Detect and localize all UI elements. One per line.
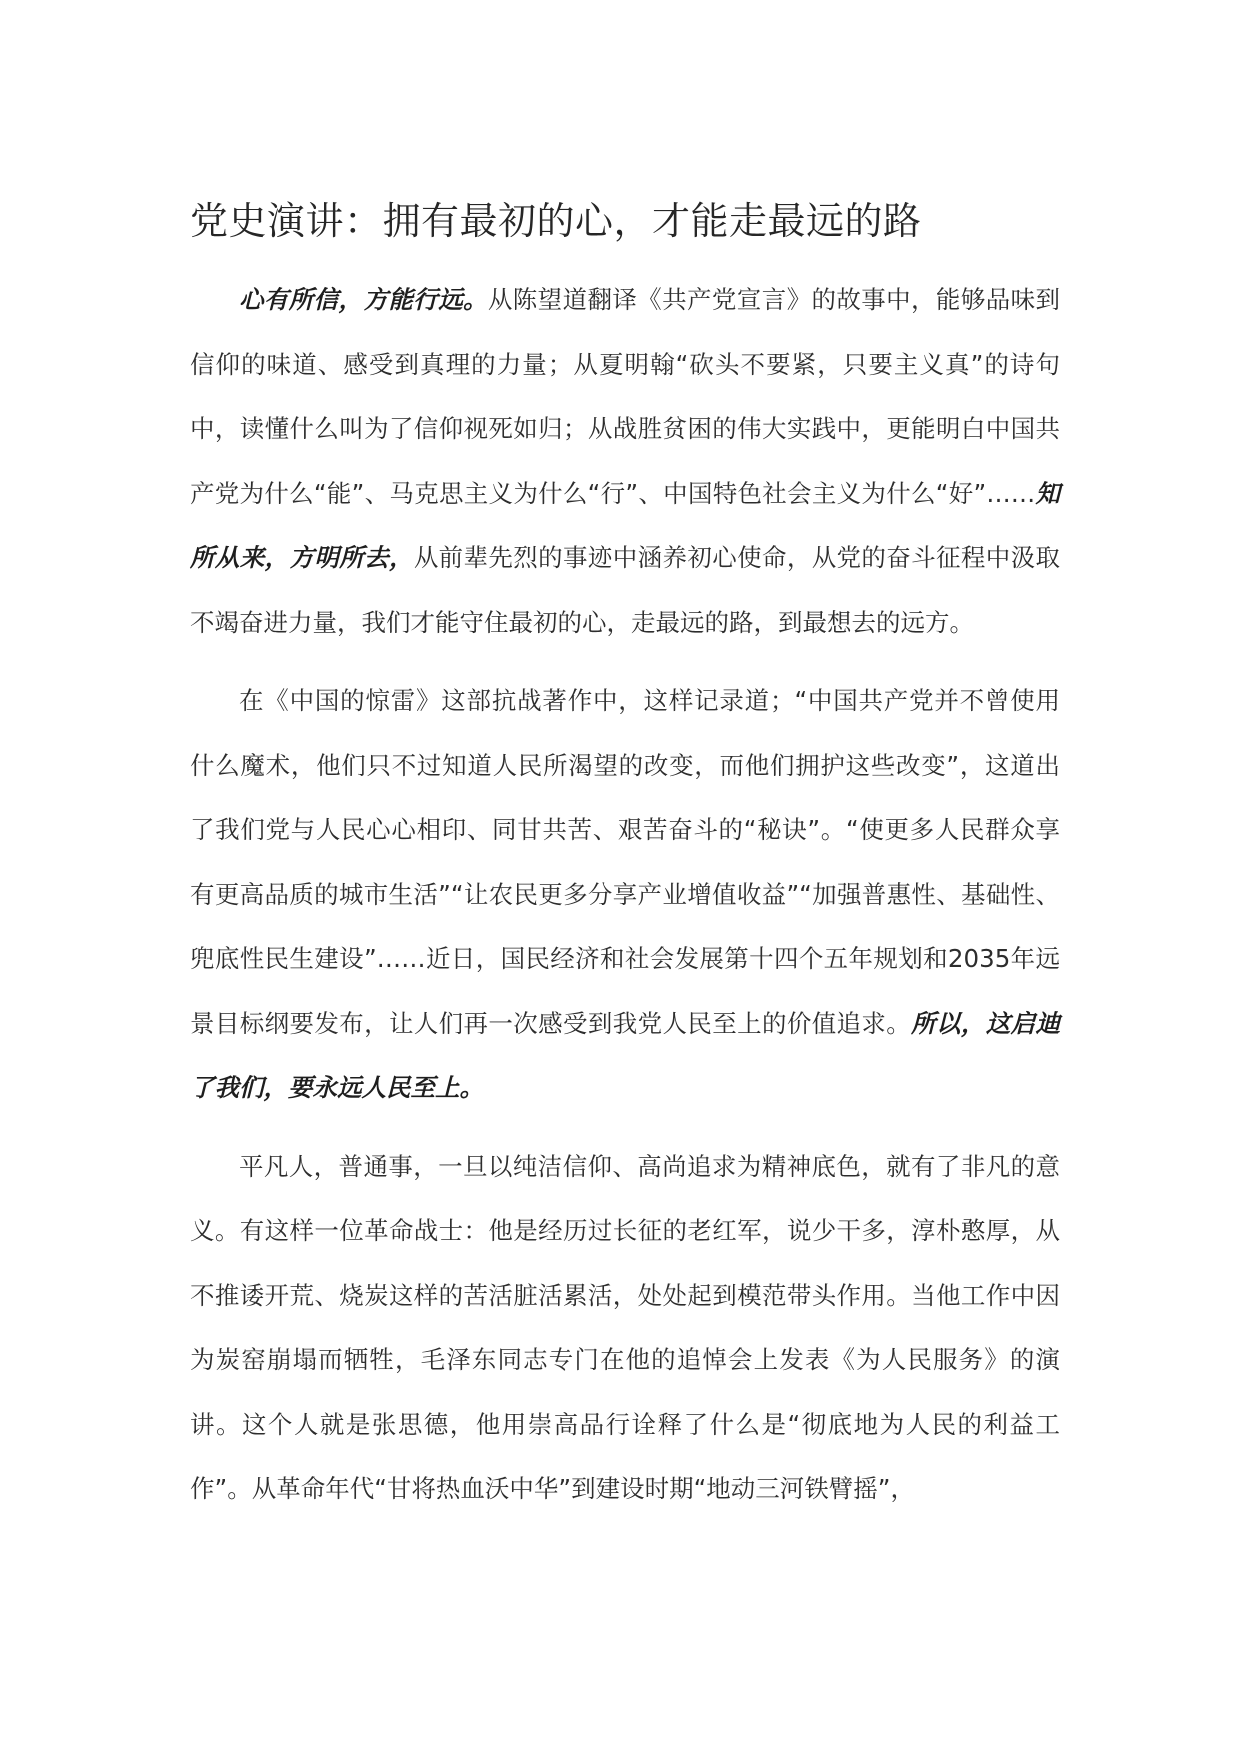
body-text: 从前辈先烈的事迹中涵养初心使命，从党的奋斗征程中汲取不竭奋进力量，我们才能守住最初的心，走最远的路，到最想去的远方。 [190, 543, 1061, 637]
body-text: 平凡人，普通事，一旦以纯洁信仰、高尚追求为精神底色，就有了非凡的意义。有这样一位革命战士：他是经历过长征的老红军，说少干多，淳朴憨厚，从不推诿开荒、烧炭这样的苦活脏活累活，处处起到模范带头作用。当他工作中因为炭窑崩塌而牺牲，毛泽东同志专门在他的追悼会上发表《为人民服务》的演讲。这个人就是张思德，他用崇高品行诠释了什么是“彻底地为人民的利益工作”。从革命年代“甘将热血沃中华”到建设时期“地动三河铁臂摇”， [190, 1151, 1060, 1503]
paragraph-1 [190, 268, 1060, 655]
body-text: 从陈望道翻译《共产党宣言》的故事中，能够品味到信仰的味道、感受到真理的力量；从夏明翰“砍头不要紧，只要主义真”的诗句中，读懂什么叫为了信仰视死如归；从战胜贫困的伟大实践中，更能明白中国共产党为什么“能”、马克思主义为什么“行”、中国特色社会主义为什么“好”…… [190, 285, 1060, 508]
document-title: 党史演讲：拥有最初的心，才能走最远的路 [190, 199, 922, 243]
paragraph-3 [190, 1135, 1060, 1522]
emphasis-text: 知所从来，方明所去， [190, 478, 1060, 572]
emphasis-text: 所以，这启迪了我们，要永远人民至上。 [190, 1008, 1061, 1102]
paragraph-2 [190, 669, 1060, 1121]
emphasis-text: 心有所信，方能行远。 [239, 285, 488, 314]
body-text: 在《中国的惊雷》这部抗战著作中，这样记录道；“中国共产党并不曾使用什么魔术，他们只不过知道人民所渴望的改变，而他们拥护这些改变”，这道出了我们党与人民心心相印、同甘共苦、艰苦奋斗的“秘诀”。“使更多人民群众享有更高品质的城市生活”“让农民更多分享产业增值收益”“加强普惠性、基础性、兜底性民生建设”……近日，国民经济和社会发展第十四个五年规划和2035年远景目标纲要发布，让人们再一次感受到我党人民至上的价值追求。 [190, 686, 1060, 1038]
document-body [190, 196, 1060, 1536]
